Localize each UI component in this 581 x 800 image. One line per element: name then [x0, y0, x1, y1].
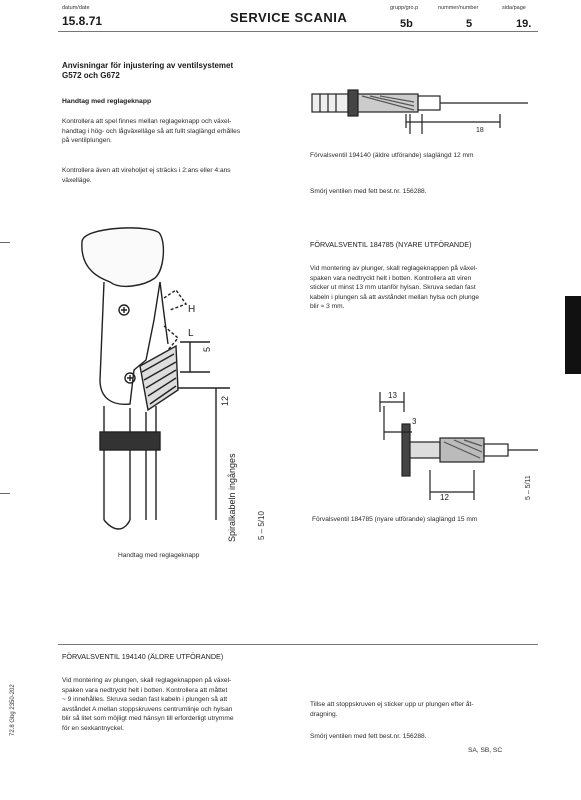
instructions-title [62, 61, 292, 81]
fig1-grease-note: Smörj ventilen med fett best.nr. 156288. [310, 188, 427, 195]
fig2-dim-3: 3 [412, 417, 417, 426]
fig-ref: 5 – 5/10 [257, 511, 266, 540]
label-l: L [188, 328, 194, 339]
number-label: nummer/number [438, 5, 479, 11]
text-line: på ventilplungen. [62, 137, 112, 145]
page-title: SERVICE SCANIA [230, 10, 348, 25]
page-value: 19. [516, 18, 532, 30]
header-rule [58, 31, 538, 32]
text-line: ~ 9 innehålles. Skruva sedan fast kabeln i plungen så att [62, 696, 228, 704]
text-line: Tillse att stoppskruven ej sticker upp ur plungen efter åt- [310, 701, 474, 708]
text-line: Kontrollera även att vireholjet ej sträcks i 2:ans eller 4:ans [62, 167, 231, 174]
handle-paragraph-2 [62, 166, 297, 185]
handle-figure [60, 220, 280, 550]
handle-subheading: Handtag med reglageknapp [62, 98, 152, 105]
text-line: Kontrollera att spel finnes mellan reglageknapp och växel- [62, 118, 232, 125]
model-codes: SA, SB, SC [468, 747, 503, 754]
bottom-rule [58, 644, 538, 645]
valve-184785-figure [370, 384, 540, 514]
text-line: sticker ut minst 13 mm utanför hylsan. Skruva sedan fast [310, 284, 476, 292]
text-line: handtag i hög- och lågväxelläge så att fullt slaglängd erhålles [62, 127, 241, 135]
section-tab-marker [565, 296, 581, 374]
handle-figure-caption: Handtag med reglageknapp [118, 552, 200, 559]
fig2-dim-12: 12 [440, 493, 449, 502]
text-line: avståndet A mellan stoppskruvens centrumlinje och hylsan [62, 705, 233, 713]
fig2-dim-13: 13 [388, 391, 397, 400]
text-line: Vid montering av plunger, skall reglageknappen på växel- [310, 265, 478, 272]
instructions-title-line1: Anvisningar för injustering av ventilsystemet [62, 61, 234, 70]
fig1-dim-18: 18 [476, 127, 484, 134]
valve-194140-heading: FÖRVALSVENTIL 194140 (ÄLDRE UTFÖRANDE) [62, 652, 224, 661]
stop-screw-paragraph [310, 700, 540, 719]
number-value: 5 [466, 18, 473, 30]
valve-194140-figure [310, 84, 530, 138]
text-line: dragning. [310, 710, 338, 718]
date: 15.8.71 [62, 14, 103, 28]
text-line: blir ≈ 3 mm. [310, 303, 345, 311]
form-code: 72.8 Gbg 2350-202 [10, 684, 16, 736]
margin-tick [0, 493, 10, 494]
fig1-caption: Förvalsventil 194140 (äldre utförande) slaglängd 12 mm [310, 152, 474, 159]
date-label: datum/date [62, 5, 90, 11]
handle-paragraph-1 [62, 117, 297, 146]
dim-12: 12 [220, 395, 230, 406]
fig2-caption: Förvalsventil 184785 (nyare utförande) slaglängd 15 mm [312, 516, 478, 523]
text-line: spaken vara nedtryckt helt i botten. Kontrollera att måttet [62, 686, 228, 694]
text-line: Vid montering av plungen, skall reglageknappen på växel- [62, 677, 232, 684]
valve-184785-heading: FÖRVALSVENTIL 184785 (NYARE UTFÖRANDE) [310, 240, 472, 249]
group-value: 5b [400, 18, 413, 30]
text-line: spaken vara nedtryckt helt i botten. Kontrollera att viren [310, 274, 472, 282]
fig2-ref: 5 – 5/11 [525, 475, 532, 500]
text-line: blir så litet som möjligt med hänsyn till erforderligt utrymme [62, 715, 234, 723]
bottom-grease-note: Smörj ventilen med fett best.nr. 156288. [310, 733, 427, 740]
group-label: grupp/gro.p [390, 5, 419, 11]
text-line: växelläge. [62, 176, 92, 184]
page-label: sida/page [502, 5, 526, 11]
label-h: H [188, 304, 196, 315]
dim-5: 5 [202, 346, 212, 352]
text-line: för en sexkantnyckel. [62, 724, 124, 732]
text-line: kabeln i plungen så att avståndet mellan hylsa och plunge [310, 293, 479, 301]
cable-label: Spiralkabeln ingånges [227, 453, 237, 542]
valve-194140-paragraph [62, 676, 297, 734]
instructions-title-line2: G572 och G672 [62, 71, 120, 80]
valve-184785-paragraph [310, 264, 540, 312]
margin-tick [0, 242, 10, 243]
